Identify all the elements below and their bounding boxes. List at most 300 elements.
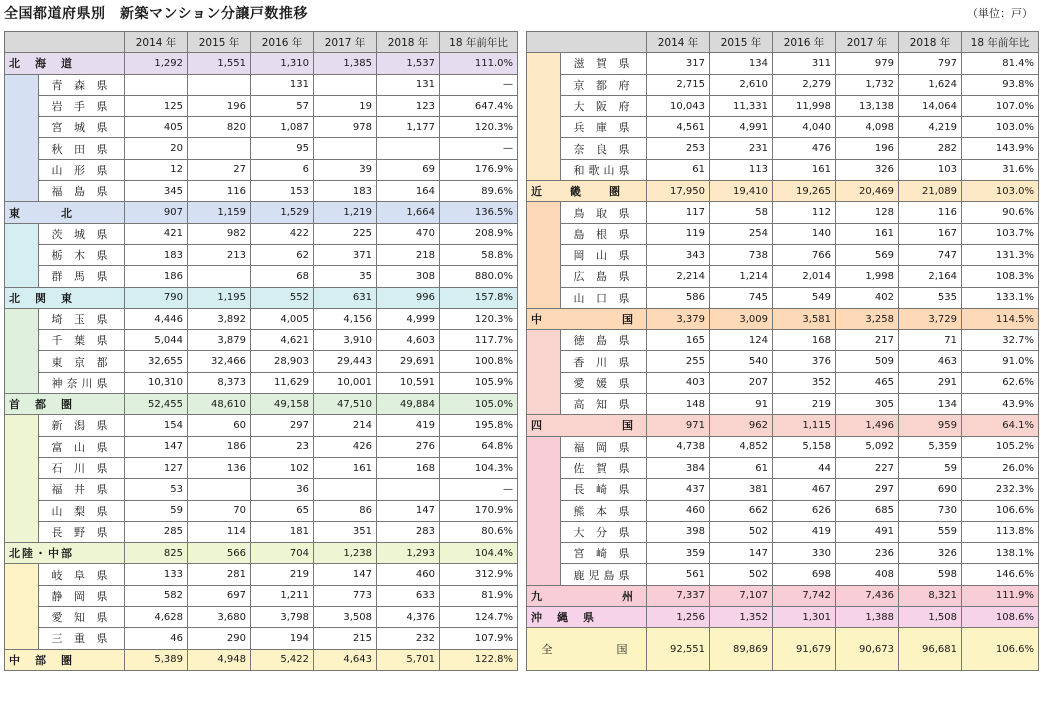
value-cell: 194 (251, 628, 314, 649)
value-cell: 48,610 (188, 394, 251, 415)
yoy-cell: — (440, 479, 518, 500)
value-cell: 467 (773, 479, 836, 500)
yoy-cell: 64.8% (440, 436, 518, 457)
region-name: 中 部 圏 (5, 649, 125, 670)
value-cell: 10,043 (647, 95, 710, 116)
value-cell: 1,256 (647, 607, 710, 628)
table-row (527, 223, 1039, 244)
prefecture-name: 栃 木 県 (39, 244, 125, 265)
prefecture-name: 宮 城 県 (39, 117, 125, 138)
value-cell: 136 (188, 457, 251, 478)
region-name: 北 関 東 (5, 287, 125, 308)
value-cell: 11,331 (710, 95, 773, 116)
region-band (5, 500, 39, 521)
region-band (527, 159, 561, 180)
region-name: 沖 縄 県 (527, 607, 647, 628)
table-row (527, 330, 1039, 351)
region-row (5, 394, 518, 415)
prefecture-name: 石 川 県 (39, 457, 125, 478)
value-cell: 167 (899, 223, 962, 244)
value-cell: 633 (377, 585, 440, 606)
value-cell: 1,115 (773, 415, 836, 436)
value-cell: 907 (125, 202, 188, 223)
value-cell: 509 (836, 351, 899, 372)
value-cell: 2,610 (710, 74, 773, 95)
table-row (5, 415, 518, 436)
value-cell: 297 (836, 479, 899, 500)
prefecture-name: 兵 庫 県 (561, 117, 647, 138)
value-cell: 39 (314, 159, 377, 180)
value-cell: 134 (899, 394, 962, 415)
value-cell: 7,107 (710, 585, 773, 606)
prefecture-name: 新 潟 県 (39, 415, 125, 436)
value-cell: 20,469 (836, 181, 899, 202)
value-cell: 102 (251, 457, 314, 478)
yoy-cell: 62.6% (962, 372, 1039, 393)
value-cell: 116 (188, 181, 251, 202)
yoy-cell: 81.4% (962, 53, 1039, 74)
value-cell: 747 (899, 244, 962, 265)
value-cell: 7,742 (773, 585, 836, 606)
region-band (5, 607, 39, 628)
region-name: 近 畿 圏 (527, 181, 647, 202)
value-cell: 52,455 (125, 394, 188, 415)
yoy-cell: 131.3% (962, 244, 1039, 265)
value-cell: 384 (647, 457, 710, 478)
value-cell: 29,443 (314, 351, 377, 372)
yoy-cell: 81.9% (440, 585, 518, 606)
value-cell: 4,005 (251, 308, 314, 329)
yoy-cell: 89.6% (440, 181, 518, 202)
value-cell: 326 (899, 543, 962, 564)
value-cell: 330 (773, 543, 836, 564)
value-cell: 49,158 (251, 394, 314, 415)
value-cell: 147 (125, 436, 188, 457)
value-cell: 4,628 (125, 607, 188, 628)
table-row (5, 500, 518, 521)
value-cell: 730 (899, 500, 962, 521)
value-cell: 186 (125, 266, 188, 287)
prefecture-name: 福 岡 県 (561, 436, 647, 457)
value-cell: 797 (899, 53, 962, 74)
value-cell: 476 (773, 138, 836, 159)
value-cell: 465 (836, 372, 899, 393)
region-band (5, 159, 39, 180)
value-cell: 3,508 (314, 607, 377, 628)
value-cell: 1,219 (314, 202, 377, 223)
value-cell: 4,561 (647, 117, 710, 138)
region-row (527, 181, 1039, 202)
value-cell: 381 (710, 479, 773, 500)
table-row (5, 138, 518, 159)
yoy-cell: 105.2% (962, 436, 1039, 457)
yoy-cell: 103.0% (962, 181, 1039, 202)
value-cell: 1,159 (188, 202, 251, 223)
table-row (5, 223, 518, 244)
value-cell: 53 (125, 479, 188, 500)
yoy-cell: 111.0% (440, 53, 518, 74)
value-cell: 962 (710, 415, 773, 436)
value-cell: 219 (251, 564, 314, 585)
value-cell: 359 (647, 543, 710, 564)
yoy-cell: — (440, 74, 518, 95)
value-cell: 32,655 (125, 351, 188, 372)
value-cell: 419 (377, 415, 440, 436)
value-cell: 17,950 (647, 181, 710, 202)
region-band (5, 181, 39, 202)
prefecture-name: 香 川 県 (561, 351, 647, 372)
yoy-cell: 107.9% (440, 628, 518, 649)
value-cell: 215 (314, 628, 377, 649)
value-cell: 4,621 (251, 330, 314, 351)
value-cell: 164 (377, 181, 440, 202)
value-cell: 133 (125, 564, 188, 585)
value-cell: 19 (314, 95, 377, 116)
value-cell: 12 (125, 159, 188, 180)
yoy-cell: 105.9% (440, 372, 518, 393)
value-cell: 207 (710, 372, 773, 393)
value-cell: 70 (188, 500, 251, 521)
value-cell: 253 (647, 138, 710, 159)
value-cell: 982 (188, 223, 251, 244)
yoy-cell: — (440, 138, 518, 159)
value-cell: 7,436 (836, 585, 899, 606)
value-cell: 57 (251, 95, 314, 116)
value-cell: 766 (773, 244, 836, 265)
value-cell: 27 (188, 159, 251, 180)
value-cell: 698 (773, 564, 836, 585)
prefecture-name: 愛 媛 県 (561, 372, 647, 393)
value-cell: 10,001 (314, 372, 377, 393)
region-row (5, 202, 518, 223)
value-cell: 4,219 (899, 117, 962, 138)
col-2016: 2016 年 (773, 32, 836, 53)
value-cell: 61 (647, 159, 710, 180)
value-cell: 4,376 (377, 607, 440, 628)
region-band (5, 95, 39, 116)
col-2015: 2015 年 (710, 32, 773, 53)
value-cell: 297 (251, 415, 314, 436)
col-2015: 2015 年 (188, 32, 251, 53)
prefecture-name: 滋 賀 県 (561, 53, 647, 74)
table-row (5, 95, 518, 116)
prefecture-name: 岡 山 県 (561, 244, 647, 265)
prefecture-name: 熊 本 県 (561, 500, 647, 521)
value-cell: 8,321 (899, 585, 962, 606)
value-cell: 2,014 (773, 266, 836, 287)
value-cell: 134 (710, 53, 773, 74)
region-row (5, 543, 518, 564)
region-band (5, 415, 39, 436)
value-cell: 5,389 (125, 649, 188, 670)
table-row (527, 394, 1039, 415)
value-cell: 685 (836, 500, 899, 521)
region-band (527, 202, 561, 223)
value-cell: 1,195 (188, 287, 251, 308)
value-cell: 586 (647, 287, 710, 308)
value-cell: 168 (377, 457, 440, 478)
value-cell: 1,310 (251, 53, 314, 74)
table-row (527, 53, 1039, 74)
value-cell: 112 (773, 202, 836, 223)
value-cell (188, 74, 251, 95)
prefecture-name: 島 根 県 (561, 223, 647, 244)
value-cell: 3,879 (188, 330, 251, 351)
region-band (5, 74, 39, 95)
yoy-cell: 111.9% (962, 585, 1039, 606)
page-title: 全国都道府県別 新築マンション分譲戸数推移 (4, 6, 308, 22)
value-cell: 1,998 (836, 266, 899, 287)
value-cell: 19,265 (773, 181, 836, 202)
value-cell: 36 (251, 479, 314, 500)
region-band (527, 564, 561, 585)
table-row (5, 457, 518, 478)
region-band (5, 372, 39, 393)
value-cell: 254 (710, 223, 773, 244)
region-band (5, 138, 39, 159)
table-row (5, 330, 518, 351)
value-cell: 131 (251, 74, 314, 95)
value-cell: 1,293 (377, 543, 440, 564)
region-name: 東 北 (5, 202, 125, 223)
value-cell: 161 (314, 457, 377, 478)
value-cell: 549 (773, 287, 836, 308)
value-cell: 89,869 (710, 628, 773, 671)
yoy-cell: 108.3% (962, 266, 1039, 287)
value-cell: 147 (710, 543, 773, 564)
value-cell: 996 (377, 287, 440, 308)
value-cell: 351 (314, 521, 377, 542)
value-cell: 561 (647, 564, 710, 585)
table-row (5, 479, 518, 500)
value-cell: 745 (710, 287, 773, 308)
value-cell: 825 (125, 543, 188, 564)
prefecture-name: 岩 手 県 (39, 95, 125, 116)
value-cell: 405 (125, 117, 188, 138)
value-cell: 11,629 (251, 372, 314, 393)
prefecture-name: 群 馬 県 (39, 266, 125, 287)
value-cell: 119 (647, 223, 710, 244)
value-cell: 92,551 (647, 628, 710, 671)
col-2018: 2018 年 (899, 32, 962, 53)
value-cell: 1,211 (251, 585, 314, 606)
value-cell: 114 (188, 521, 251, 542)
table-row (5, 521, 518, 542)
value-cell: 3,581 (773, 308, 836, 329)
table-row (527, 521, 1039, 542)
yoy-cell: 26.0% (962, 457, 1039, 478)
value-cell: 14,064 (899, 95, 962, 116)
value-cell: 540 (710, 351, 773, 372)
value-cell: 283 (377, 521, 440, 542)
value-cell: 559 (899, 521, 962, 542)
prefecture-name: 奈 良 県 (561, 138, 647, 159)
value-cell: 58 (710, 202, 773, 223)
region-band (5, 266, 39, 287)
value-cell: 4,098 (836, 117, 899, 138)
value-cell: 4,643 (314, 649, 377, 670)
region-band (527, 117, 561, 138)
value-cell: 60 (188, 415, 251, 436)
region-row (5, 53, 518, 74)
value-cell: 1,496 (836, 415, 899, 436)
value-cell (188, 138, 251, 159)
yoy-cell: 93.8% (962, 74, 1039, 95)
yoy-cell: 208.9% (440, 223, 518, 244)
yoy-cell: 176.9% (440, 159, 518, 180)
yoy-cell: 232.3% (962, 479, 1039, 500)
region-band (5, 244, 39, 265)
value-cell: 168 (773, 330, 836, 351)
value-cell: 10,310 (125, 372, 188, 393)
value-cell: 697 (188, 585, 251, 606)
right-table (526, 31, 1039, 671)
value-cell: 20 (125, 138, 188, 159)
table-row (5, 159, 518, 180)
value-cell: 285 (125, 521, 188, 542)
table-row (527, 202, 1039, 223)
table-row (527, 287, 1039, 308)
value-cell (314, 138, 377, 159)
prefecture-name: 東 京 都 (39, 351, 125, 372)
prefecture-name: 青 森 県 (39, 74, 125, 95)
yoy-cell: 120.3% (440, 117, 518, 138)
region-name: 中 国 (527, 308, 647, 329)
region-name: 北 海 道 (5, 53, 125, 74)
value-cell: 291 (899, 372, 962, 393)
value-cell: 59 (899, 457, 962, 478)
value-cell (188, 479, 251, 500)
value-cell: 225 (314, 223, 377, 244)
yoy-cell: 80.6% (440, 521, 518, 542)
value-cell: 1,214 (710, 266, 773, 287)
prefecture-name: 三 重 県 (39, 628, 125, 649)
yoy-cell: 114.5% (962, 308, 1039, 329)
value-cell: 186 (188, 436, 251, 457)
yoy-cell: 104.4% (440, 543, 518, 564)
value-cell: 3,258 (836, 308, 899, 329)
value-cell: 28,903 (251, 351, 314, 372)
value-cell: 5,359 (899, 436, 962, 457)
prefecture-name: 和歌山県 (561, 159, 647, 180)
col-2018: 2018 年 (377, 32, 440, 53)
table-row (527, 244, 1039, 265)
value-cell: 402 (836, 287, 899, 308)
value-cell: 231 (710, 138, 773, 159)
value-cell: 978 (314, 117, 377, 138)
value-cell: 773 (314, 585, 377, 606)
value-cell: 148 (647, 394, 710, 415)
value-cell: 3,009 (710, 308, 773, 329)
yoy-cell: 143.9% (962, 138, 1039, 159)
value-cell: 46 (125, 628, 188, 649)
value-cell: 704 (251, 543, 314, 564)
prefecture-name: 長 野 県 (39, 521, 125, 542)
value-cell: 5,422 (251, 649, 314, 670)
value-cell: 345 (125, 181, 188, 202)
value-cell: 463 (899, 351, 962, 372)
value-cell: 790 (125, 287, 188, 308)
prefecture-name: 福 島 県 (39, 181, 125, 202)
yoy-cell: 146.6% (962, 564, 1039, 585)
value-cell: 437 (647, 479, 710, 500)
value-cell: 116 (899, 202, 962, 223)
value-cell: 4,999 (377, 308, 440, 329)
prefecture-name: 佐 賀 県 (561, 457, 647, 478)
value-cell: 1,385 (314, 53, 377, 74)
table-row (527, 351, 1039, 372)
table-row (527, 500, 1039, 521)
region-name: 四 国 (527, 415, 647, 436)
value-cell: 1,087 (251, 117, 314, 138)
prefecture-name: 千 葉 県 (39, 330, 125, 351)
value-cell: 183 (314, 181, 377, 202)
value-cell: 147 (314, 564, 377, 585)
value-cell: 662 (710, 500, 773, 521)
value-cell: 598 (899, 564, 962, 585)
value-cell: 3,798 (251, 607, 314, 628)
region-band (5, 436, 39, 457)
value-cell: 95 (251, 138, 314, 159)
table-row (5, 244, 518, 265)
table-row (5, 117, 518, 138)
value-cell: 5,092 (836, 436, 899, 457)
region-band (527, 287, 561, 308)
value-cell: 23 (251, 436, 314, 457)
value-cell: 13,138 (836, 95, 899, 116)
value-cell: 1,238 (314, 543, 377, 564)
value-cell: 3,379 (647, 308, 710, 329)
value-cell: 49,884 (377, 394, 440, 415)
value-cell: 502 (710, 564, 773, 585)
prefecture-name: 広 島 県 (561, 266, 647, 287)
region-band (5, 521, 39, 542)
value-cell: 470 (377, 223, 440, 244)
value-cell: 91,679 (773, 628, 836, 671)
value-cell: 3,729 (899, 308, 962, 329)
value-cell: 1,732 (836, 74, 899, 95)
value-cell: 96,681 (899, 628, 962, 671)
value-cell: 1,664 (377, 202, 440, 223)
value-cell: 147 (377, 500, 440, 521)
right-header-row (527, 32, 1039, 53)
value-cell: 227 (836, 457, 899, 478)
value-cell (377, 479, 440, 500)
value-cell: 5,158 (773, 436, 836, 457)
value-cell: 4,040 (773, 117, 836, 138)
region-band (527, 223, 561, 244)
table-row (527, 117, 1039, 138)
region-band (527, 266, 561, 287)
region-band (527, 244, 561, 265)
value-cell: 326 (836, 159, 899, 180)
value-cell: 103 (899, 159, 962, 180)
value-cell: 959 (899, 415, 962, 436)
yoy-cell: 647.4% (440, 95, 518, 116)
value-cell: 398 (647, 521, 710, 542)
value-cell: 290 (188, 628, 251, 649)
value-cell: 68 (251, 266, 314, 287)
prefecture-name: 鳥 取 県 (561, 202, 647, 223)
value-cell: 86 (314, 500, 377, 521)
region-band (527, 138, 561, 159)
region-band (527, 394, 561, 415)
value-cell: 217 (836, 330, 899, 351)
value-cell: 738 (710, 244, 773, 265)
value-cell: 582 (125, 585, 188, 606)
region-band (5, 457, 39, 478)
value-cell: 4,603 (377, 330, 440, 351)
